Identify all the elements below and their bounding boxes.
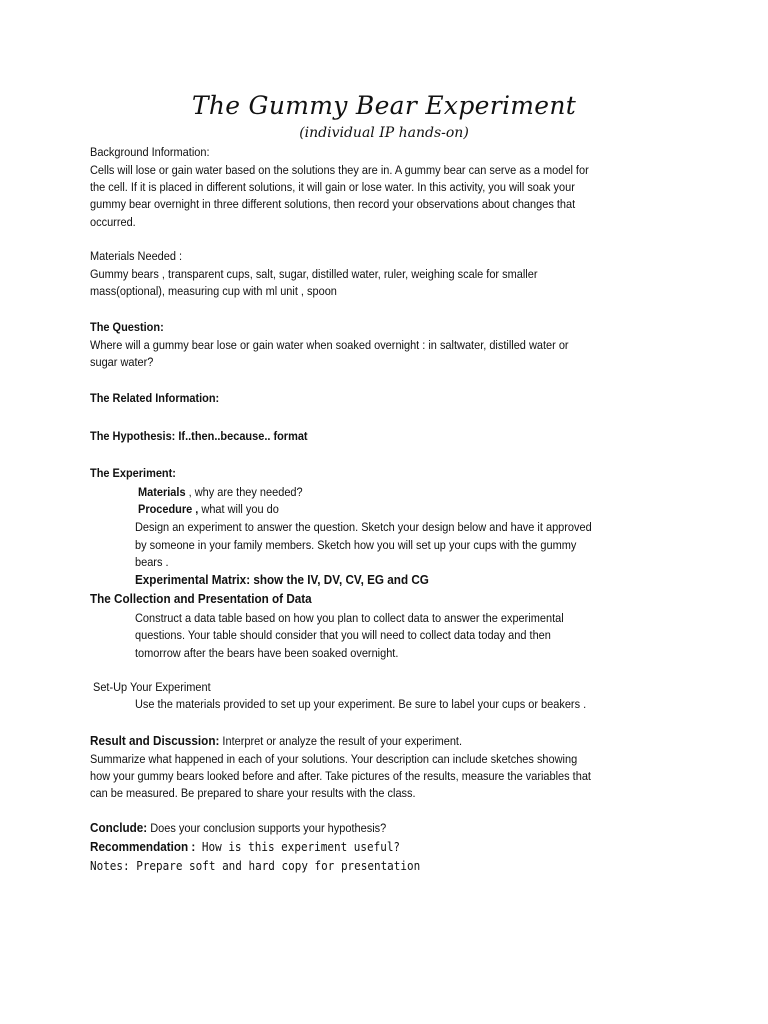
experiment-materials-item xyxy=(138,484,303,500)
page-subtitle: (individual IP hands-on) xyxy=(299,125,469,141)
background-line: Cells will lose or gain water based on the solutions they are in. A gummy bear can serve as a model for xyxy=(90,163,589,177)
experiment-procedure-item xyxy=(138,501,279,517)
background-line: occurred. xyxy=(90,215,136,229)
results-line: can be measured. Be prepared to share your results with the class. xyxy=(90,786,416,800)
experiment-design-line: by someone in your family members. Sketch how you will set up your cups with the gummy xyxy=(135,538,577,552)
results-line: how your gummy bears looked before and after. Take pictures of the results, measure the variables that xyxy=(90,769,591,783)
collection-heading: The Collection and Presentation of Data xyxy=(90,591,312,606)
notes-line: Notes: Prepare soft and hard copy for presentation xyxy=(90,859,421,873)
materials-line: Gummy bears , transparent cups, salt, sugar, distilled water, ruler, weighing scale for smaller xyxy=(90,267,538,281)
question-line: Where will a gummy bear lose or gain water when soaked overnight : in saltwater, distilled water or xyxy=(90,338,569,352)
setup-heading: Set-Up Your Experiment xyxy=(93,680,211,694)
conclude-label: Conclude: xyxy=(90,820,148,835)
recommendation-text: How is this experiment useful? xyxy=(195,840,401,854)
question-heading: The Question: xyxy=(90,320,164,334)
recommendation-line xyxy=(90,839,400,855)
experiment-design-line: Design an experiment to answer the question. Sketch your design below and have it approved xyxy=(135,520,592,534)
experimental-matrix: Experimental Matrix: show the IV, DV, CV, EG and CG xyxy=(135,572,429,587)
conclude-text: Does your conclusion supports your hypothesis? xyxy=(147,821,387,835)
background-heading: Background Information: xyxy=(90,145,210,159)
materials-line: mass(optional), measuring cup with ml unit , spoon xyxy=(90,284,337,298)
materials-heading: Materials Needed : xyxy=(90,249,183,263)
procedure-label: Procedure , xyxy=(138,502,199,516)
results-intro xyxy=(90,733,462,749)
materials-label: Materials xyxy=(138,485,186,499)
related-heading: The Related Information: xyxy=(90,391,220,405)
results-line: Summarize what happened in each of your solutions. Your description can include sketches showing xyxy=(90,752,578,766)
collection-line: Construct a data table based on how you plan to collect data to answer the experimental xyxy=(135,611,564,625)
setup-text: Use the materials provided to set up your experiment. Be sure to label your cups or beakers . xyxy=(135,697,587,711)
background-line: the cell. If it is placed in different solutions, it will gain or lose water. In this activity, you will soak your xyxy=(90,180,575,194)
conclude-line xyxy=(90,820,386,836)
question-line: sugar water? xyxy=(90,355,154,369)
results-label: Result and Discussion: xyxy=(90,733,220,748)
experiment-design-line: bears . xyxy=(135,555,169,569)
page-title: The Gummy Bear Experiment xyxy=(191,91,577,120)
results-text: Interpret or analyze the result of your experiment. xyxy=(219,734,463,748)
experiment-heading: The Experiment: xyxy=(90,466,176,480)
collection-line: tomorrow after the bears have been soaked overnight. xyxy=(135,646,399,660)
recommendation-label: Recommendation : xyxy=(90,839,196,854)
hypothesis-heading: The Hypothesis: If..then..because.. format xyxy=(90,429,308,443)
materials-text: , why are they needed? xyxy=(185,485,303,499)
background-line: gummy bear overnight in three different solutions, then record your observations about changes that xyxy=(90,197,576,211)
collection-line: questions. Your table should consider that you will need to collect data today and then xyxy=(135,628,551,642)
procedure-text: what will you do xyxy=(198,502,279,516)
